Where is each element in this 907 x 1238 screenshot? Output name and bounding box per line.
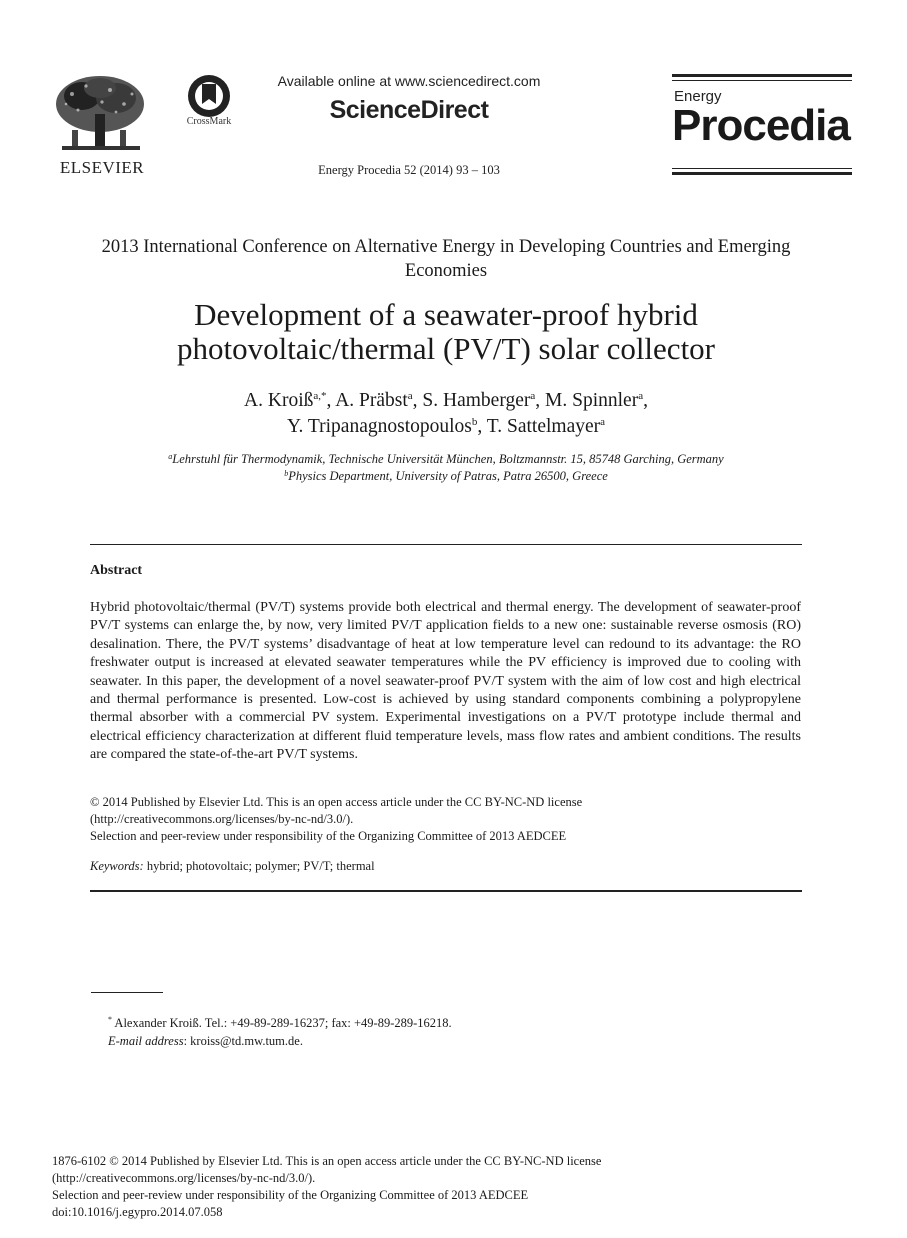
affiliation-text: Lehrstuhl für Thermodynamik, Technische Universität München, Boltzmannstr. 15, 85748 Garching, Germany bbox=[172, 452, 724, 466]
license-link[interactable]: (http://creativecommons.org/licenses/by-nc-nd/3.0/). bbox=[90, 812, 354, 826]
author-affil-mark: b bbox=[471, 416, 478, 428]
author-name: M. Spinnler bbox=[545, 390, 639, 411]
abstract-heading: Abstract bbox=[90, 563, 143, 578]
affiliation-mark: b bbox=[284, 469, 289, 478]
copyright-line: 1876-6102 © 2014 Published by Elsevier Ltd. This is an open access article under the CC BY-NC-ND license bbox=[52, 1154, 602, 1168]
author-separator: , bbox=[535, 390, 546, 411]
logo-top-rule bbox=[672, 74, 852, 77]
abstract-top-rule bbox=[90, 544, 802, 545]
peer-review-footer: Selection and peer-review under responsibility of the Organizing Committee of 2013 AEDCEE bbox=[52, 1188, 529, 1202]
author-separator: , bbox=[643, 390, 648, 411]
logo-procedia-text: Procedia bbox=[672, 101, 850, 150]
author-line-2 bbox=[90, 414, 802, 440]
footnote-rule bbox=[91, 992, 163, 993]
author-affil-mark: a bbox=[530, 390, 536, 402]
author-name: A. Kroiß bbox=[244, 390, 314, 411]
crossmark-icon bbox=[178, 74, 240, 118]
affiliation-b bbox=[90, 468, 802, 485]
affiliation-mark: a bbox=[168, 452, 173, 461]
copyright-footer bbox=[52, 1153, 812, 1221]
author-list bbox=[90, 388, 802, 440]
available-online-text: Available online at www.sciencedirect.com bbox=[277, 73, 541, 89]
abstract-body: Hybrid photovoltaic/thermal (PV/T) systems provide both electrical and thermal energy. The development of seawater-proof PV/T systems can enlarge the, by now, very limited PV/T application fields to a new one: sustainable reverse osmosis (RO) desalination. There, the PV/T systems’ disadvantage of heat at low temperature level can redound to its advantage: the RO freshwater output is increased at elevated seawater temperatures while the PV efficiency is improved due to cooling with seawater. In this paper, the development of a novel seawater-proof PV/T system with the aim of low cost and high electrical and thermal performance is presented. Low-cost is achieved by using standard components combining a polypropylene thermal absorber with a commercial PV system. Experimental investigations on a PV/T prototype include thermal and electrical efficiency characterization at different fluid temperature levels, mass flow rates and ambient conditions. The results are compared the state-of-the-art PV/T systems. bbox=[90, 600, 801, 763]
crossmark-label: CrossMark bbox=[186, 116, 232, 127]
affiliations bbox=[90, 451, 802, 485]
author-separator: , bbox=[412, 390, 423, 411]
energy-procedia-logo bbox=[672, 74, 852, 178]
abstract-bottom-rule bbox=[90, 890, 802, 892]
author-name: T. Sattelmayer bbox=[486, 416, 601, 437]
crossmark-badge[interactable] bbox=[178, 74, 240, 134]
license-line: © 2014 Published by Elsevier Ltd. This is an open access article under the CC BY-NC-ND license bbox=[90, 795, 583, 809]
logo-top-rule-thin bbox=[672, 80, 852, 81]
keywords-list: hybrid; photovoltaic; polymer; PV/T; thermal bbox=[143, 859, 375, 873]
author-separator: , bbox=[326, 390, 336, 411]
author-name: S. Hamberger bbox=[422, 390, 531, 411]
conference-name: 2013 International Conference on Alternative Energy in Developing Countries and Emerging Economies bbox=[101, 237, 791, 281]
footnote-email bbox=[108, 1032, 808, 1050]
email-label: E-mail address bbox=[108, 1034, 184, 1048]
footnote-contact bbox=[108, 1014, 808, 1032]
peer-review-line: Selection and peer-review under responsibility of the Organizing Committee of 2013 AEDCEE bbox=[90, 829, 567, 843]
logo-bottom-rule-thin bbox=[672, 168, 852, 169]
author-line-1 bbox=[90, 388, 802, 414]
elsevier-tree-icon bbox=[52, 74, 148, 154]
footnote-marker: * bbox=[108, 1015, 112, 1024]
logo-energy-text: Energy bbox=[674, 88, 722, 105]
author-affil-mark: a bbox=[407, 390, 413, 402]
affiliation-text: Physics Department, University of Patras, Patra 26500, Greece bbox=[288, 469, 608, 483]
doi[interactable]: doi:10.1016/j.egypro.2014.07.058 bbox=[52, 1205, 223, 1219]
title-line-1: Development of a seawater-proof hybrid bbox=[194, 297, 698, 332]
elsevier-logo bbox=[52, 74, 152, 184]
author-name: A. Präbst bbox=[335, 390, 408, 411]
author-affil-mark: a bbox=[638, 390, 644, 402]
title-line-2: photovoltaic/thermal (PV/T) solar collector bbox=[176, 331, 716, 366]
author-name: Y. Tripanagnostopoulos bbox=[286, 416, 472, 437]
corresponding-author-footnote bbox=[108, 1014, 808, 1050]
journal-reference: Energy Procedia 52 (2014) 93 – 103 bbox=[318, 163, 500, 177]
footnote-contact-text: Alexander Kroiß. Tel.: +49-89-289-16237; fax: +49-89-289-16218. bbox=[112, 1016, 452, 1030]
keywords bbox=[90, 859, 801, 874]
license-block bbox=[90, 794, 801, 845]
logo-bottom-rule bbox=[672, 172, 852, 175]
author-affil-mark: a bbox=[600, 416, 606, 428]
email-value[interactable]: : kroiss@td.mw.tum.de. bbox=[183, 1034, 303, 1048]
elsevier-wordmark: ELSEVIER bbox=[59, 158, 145, 177]
affiliation-a bbox=[90, 451, 802, 468]
sciencedirect-brand: ScienceDirect bbox=[329, 96, 489, 124]
author-affil-mark: a,* bbox=[313, 390, 327, 402]
paper-title bbox=[90, 298, 802, 366]
author-separator: , bbox=[477, 416, 487, 437]
copyright-link[interactable]: (http://creativecommons.org/licenses/by-nc-nd/3.0/). bbox=[52, 1171, 316, 1185]
keywords-label: Keywords: bbox=[90, 859, 144, 873]
